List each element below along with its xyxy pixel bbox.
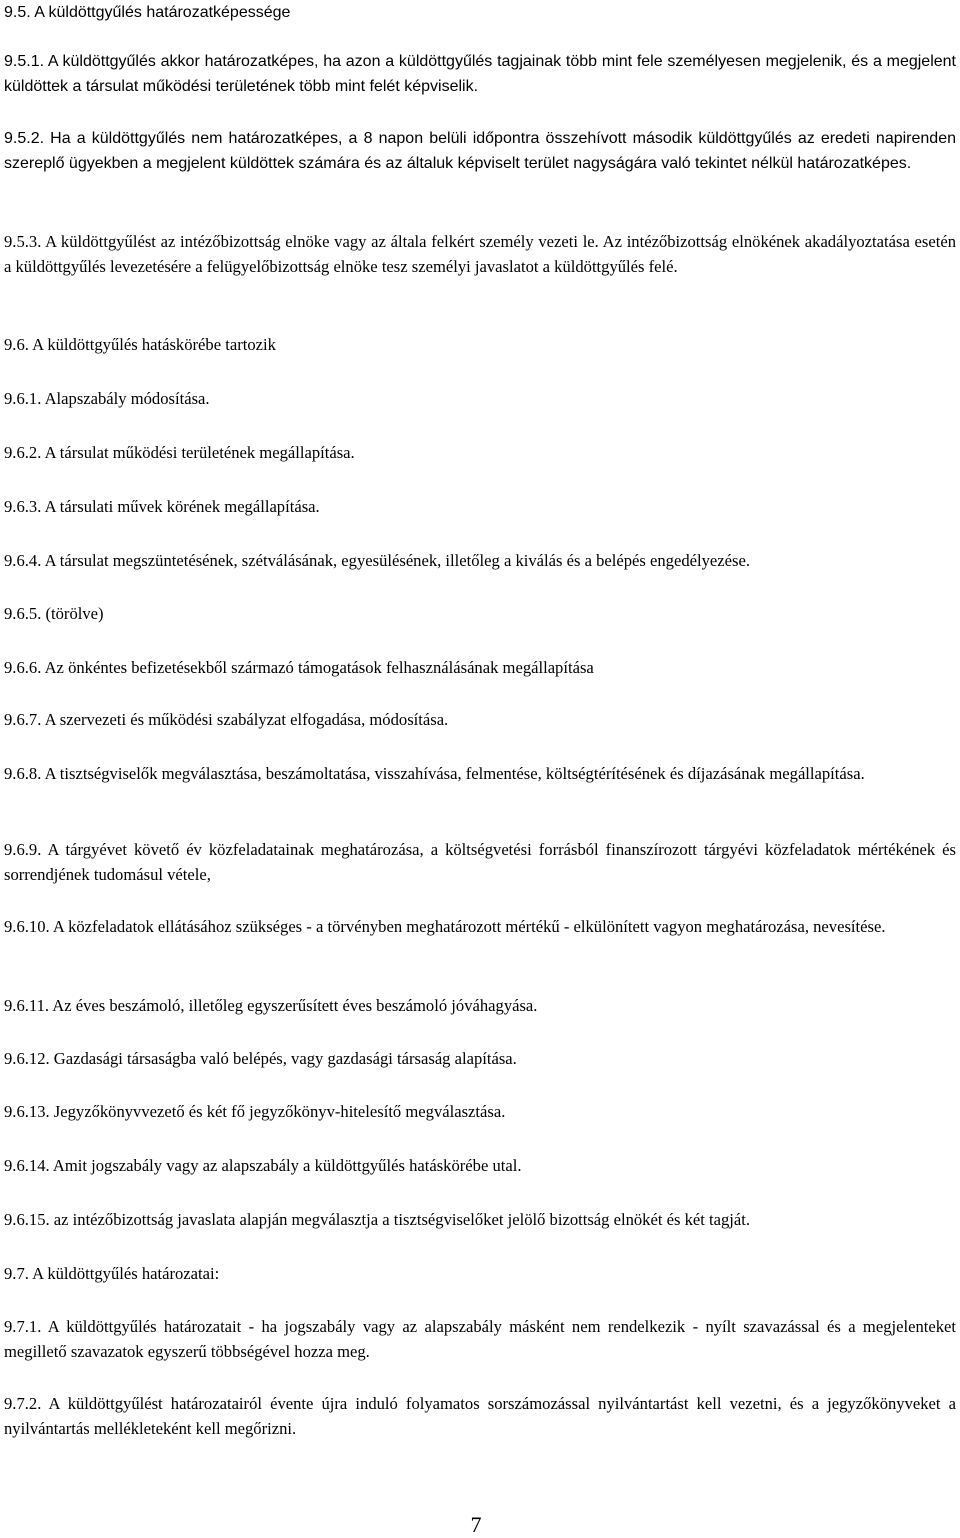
list-item-9-6-10: 9.6.10. A közfeladatok ellátásához szükséges - a törvényben meghatározott mértékű - elkülönített vagyon meghatározása, nevesítése. [4, 917, 886, 936]
list-item-9-6-9: 9.6.9. A tárgyévet követő év közfeladatainak meghatározása, a költségvetési forrásból finanszírozott tárgyévi közfeladatok mértékének és sorrendjének tudomásul vétele, [4, 840, 956, 884]
list-item-9-6-8: 9.6.8. A tisztségviselők megválasztása, beszámoltatása, visszahívása, felmentése, költségtérítésének és díjazásának megállapítása. [4, 764, 865, 783]
list-item-9-6-4: 9.6.4. A társulat megszüntetésének, szétválásának, egyesülésének, illetőleg a kiválás és a belépés engedélyezése. [4, 551, 750, 570]
list-item-9-6-5: 9.6.5. (törölve) [4, 604, 104, 623]
paragraph-9-5-2: 9.5.2. Ha a küldöttgyűlés nem határozatképes, a 8 napon belüli időpontra összehívott második küldöttgyűlés az eredeti napirenden szereplő ügyekben a megjelent küldöttek számára és az általuk képviselt terület nagyságára való tekintet nélkül határozatképes. [4, 130, 956, 172]
list-item-9-6-11: 9.6.11. Az éves beszámoló, illetőleg egyszerűsített éves beszámoló jóváhagyása. [4, 996, 538, 1015]
paragraph-9-5-1: 9.5.1. A küldöttgyűlés akkor határozatképes, ha azon a küldöttgyűlés tagjainak több mint fele személyesen megjelenik, és a megjelent küldöttek a társulat működési területének több mint felét képviselik. [4, 53, 956, 95]
list-item-9-6-3: 9.6.3. A társulati művek körének megállapítása. [4, 497, 320, 516]
document-page [4, 0, 956, 1537]
list-item-9-6-14: 9.6.14. Amit jogszabály vagy az alapszabály a küldöttgyűlés hatáskörébe utal. [4, 1156, 522, 1175]
paragraph-9-5-3: 9.5.3. A küldöttgyűlést az intézőbizottság elnöke vagy az általa felkért személy vezeti le. Az intézőbizottság elnökének akadályoztatása esetén a küldöttgyűlés levezetésére a felügyelőbizottság elnöke tesz személyi javaslatot a küldöttgyűlés felé. [4, 232, 956, 276]
list-item-9-6-6: 9.6.6. Az önkéntes befizetésekből származó támogatások felhasználásának megállapítása [4, 658, 594, 677]
paragraph-9-7-2: 9.7.2. A küldöttgyűlést határozatairól évente újra induló folyamatos sorszámozással nyilvántartást kell vezetni, és a jegyzőkönyveket a nyilvántartás mellékleteként kell megőrizni. [4, 1394, 956, 1438]
list-item-9-6-1: 9.6.1. Alapszabály módosítása. [4, 389, 210, 408]
section-heading-9-6: 9.6. A küldöttgyűlés hatáskörébe tartozik [4, 335, 276, 354]
list-item-9-6-7: 9.6.7. A szervezeti és működési szabályzat elfogadása, módosítása. [4, 710, 449, 729]
section-heading-9-5: 9.5. A küldöttgyűlés határozatképessége [4, 4, 291, 21]
paragraph-9-7-1: 9.7.1. A küldöttgyűlés határozatait - ha jogszabály vagy az alapszabály másként nem rendelkezik - nyílt szavazással és a megjelenteket megillető szavazatok egyszerű többségével hozza meg. [4, 1317, 956, 1361]
list-item-9-6-15: 9.6.15. az intézőbizottság javaslata alapján megválasztja a tisztségviselőket jelölő bizottság elnökét és két tagját. [4, 1210, 751, 1229]
list-item-9-6-13: 9.6.13. Jegyzőkönyvvezető és két fő jegyzőkönyv-hitelesítő megválasztása. [4, 1102, 506, 1121]
page-number: 7 [470, 1512, 482, 1537]
list-item-9-6-12: 9.6.12. Gazdasági társaságba való belépés, vagy gazdasági társaság alapítása. [4, 1049, 517, 1068]
section-heading-9-7: 9.7. A küldöttgyűlés határozatai: [4, 1264, 220, 1283]
list-item-9-6-2: 9.6.2. A társulat működési területének megállapítása. [4, 443, 355, 462]
